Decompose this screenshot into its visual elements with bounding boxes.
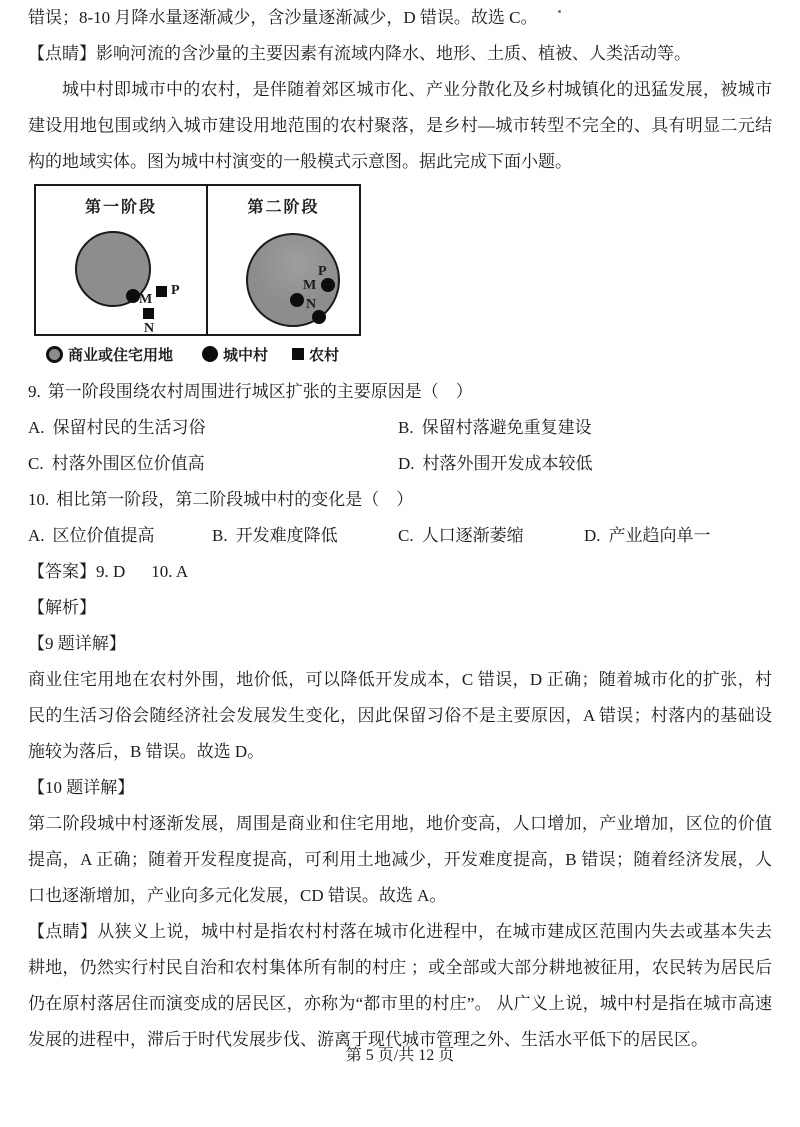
option-10d-text: 产业趋向单一 <box>608 526 711 545</box>
answer-q10: 10. A <box>151 562 189 581</box>
option-10d <box>584 526 711 545</box>
option-10c <box>398 518 584 554</box>
question-9-options-row-2 <box>28 446 772 482</box>
stage1-label-m: M <box>139 292 153 307</box>
question-9-number: 9. <box>28 382 41 401</box>
stage2-urban-village-dot-n <box>312 310 326 324</box>
option-10c-text: 人口逐渐萎缩 <box>421 526 524 545</box>
analysis-header: 【解析】 <box>28 598 96 617</box>
legend-item-urban-village <box>202 342 268 366</box>
option-9c-key: C. <box>28 454 44 473</box>
diagram-frame <box>34 184 361 336</box>
option-9a <box>28 410 398 446</box>
stage1-label-n: N <box>144 321 155 336</box>
q9-analysis-body: 商业住宅用地在农村外围，地价低，可以降低开发成本，C 错误，D 正确；随着城市化的扩张，村民的生活习俗会随经济社会发展发生变化，因此保留习俗不是主要原因，A 错误；村落内的基础设施较为落后，B 错误。故选 D。 <box>28 670 772 761</box>
question-10-text: 相比第一阶段，第二阶段城中村的变化是（ ） <box>56 490 414 509</box>
option-9b <box>398 418 592 437</box>
black-dot-icon <box>202 346 218 362</box>
prev-tip-text: 【点睛】影响河流的含沙量的主要因素有流域内降水、地形、土质、植被、人类活动等。 <box>28 44 691 63</box>
gray-circle-icon <box>46 346 63 363</box>
option-10c-key: C. <box>398 526 414 545</box>
stage2-label-n: N <box>306 297 317 312</box>
question-10-number: 10. <box>28 490 50 509</box>
option-9b-text: 保留村落避免重复建设 <box>421 418 592 437</box>
stage1-village-square-n <box>143 308 154 319</box>
stage1-label-p: P <box>171 283 180 298</box>
answers-row <box>28 554 772 590</box>
question-9-options-row-1 <box>28 410 772 446</box>
option-9c-text: 村落外围区位价值高 <box>51 454 205 473</box>
stage2-label-p: P <box>318 264 327 279</box>
stage2-title: 第二阶段 <box>247 199 320 216</box>
answer-q9: 9. D <box>96 562 126 581</box>
legend-item-commercial-land <box>46 342 173 366</box>
question-10-stem <box>28 482 772 518</box>
option-10b-text: 开发难度降低 <box>235 526 338 545</box>
question-9-stem <box>28 374 772 410</box>
scan-artifact-dot <box>558 10 561 13</box>
q10-analysis-body: 第二阶段城中村逐渐发展，周围是商业和住宅用地，地价变高，人口增加，产业增加，区位的价值提高，A 正确；随着开发程度提高，可利用土地减少，开发难度提高，B 错误；随着经济发展，人口也逐渐增加，产业向多元化发展，CD 错误。故选 A。 <box>28 814 772 905</box>
option-9a-key: A. <box>28 418 45 437</box>
page-number-footer: 第 5 页/共 12 页 <box>345 1047 455 1064</box>
legend-label-urban-village: 城中村 <box>223 347 269 364</box>
stage2-label-m: M <box>303 278 317 293</box>
answers-label: 【答案】 <box>28 562 96 581</box>
legend-label-rural-village: 农村 <box>309 347 340 364</box>
urban-village-diagram <box>34 182 366 374</box>
stage2-panel <box>208 186 359 334</box>
option-10b-key: B. <box>212 526 228 545</box>
stage2-urban-village-dot-p <box>321 278 335 292</box>
q10-analysis-header: 【10 题详解】 <box>28 778 135 797</box>
context-paragraph: 城中村即城市中的农村，是伴随着郊区城市化、产业分散化及乡村城镇化的迅猛发展，被城市建设用地包围或纳入城市建设用地范围的农村聚落，是乡村—城市转型不完全的、具有明显二元结构的地域实体。图为城中村演变的一般模式示意图。据此完成下面小题。 <box>28 80 772 171</box>
q9-analysis-header: 【9 题详解】 <box>28 634 126 653</box>
tip-paragraph: 【点睛】从狭义上说，城中村是指农村村落在城市化进程中，在城市建成区范围内失去或基本失去耕地，仍然实行村民自治和农村集体所有制的村庄 ；或全部或大部分耕地被征用，农民转为居民后仍在原村落居住而演变成的居民区，亦称为“都市里的村庄”。 从广义上说，城中村是指在城市高速发展的进程中，滞后于时代发展步伐、游离于现代城市管理之外、生活水平低下的居民区。 <box>28 922 772 1049</box>
option-9b-key: B. <box>398 418 414 437</box>
option-9d <box>398 454 593 473</box>
option-10a-key: A. <box>28 526 45 545</box>
option-10a <box>28 518 212 554</box>
prev-answer-text: 错误；8-10 月降水量逐渐减少，含沙量逐渐减少，D 错误。故选 C。 <box>28 8 538 27</box>
option-9d-key: D. <box>398 454 415 473</box>
diagram-legend <box>34 342 366 366</box>
question-9-text: 第一阶段围绕农村周围进行城区扩张的主要原因是（ ） <box>47 382 473 401</box>
option-9c <box>28 446 398 482</box>
option-9a-text: 保留村民的生活习俗 <box>52 418 206 437</box>
option-10d-key: D. <box>584 526 601 545</box>
black-square-icon <box>292 348 304 360</box>
stage1-urban-village-dot-m <box>126 289 140 303</box>
option-10b <box>212 518 398 554</box>
stage1-village-square-p <box>156 286 167 297</box>
option-10a-text: 区位价值提高 <box>52 526 155 545</box>
stage1-panel <box>36 186 208 334</box>
stage2-urban-village-dot-m <box>290 293 304 307</box>
legend-label-commercial-land: 商业或住宅用地 <box>68 347 174 364</box>
option-9d-text: 村落外围开发成本较低 <box>422 454 593 473</box>
stage1-title: 第一阶段 <box>84 199 157 216</box>
question-10-options-row <box>28 518 772 554</box>
legend-item-rural-village <box>292 342 339 366</box>
